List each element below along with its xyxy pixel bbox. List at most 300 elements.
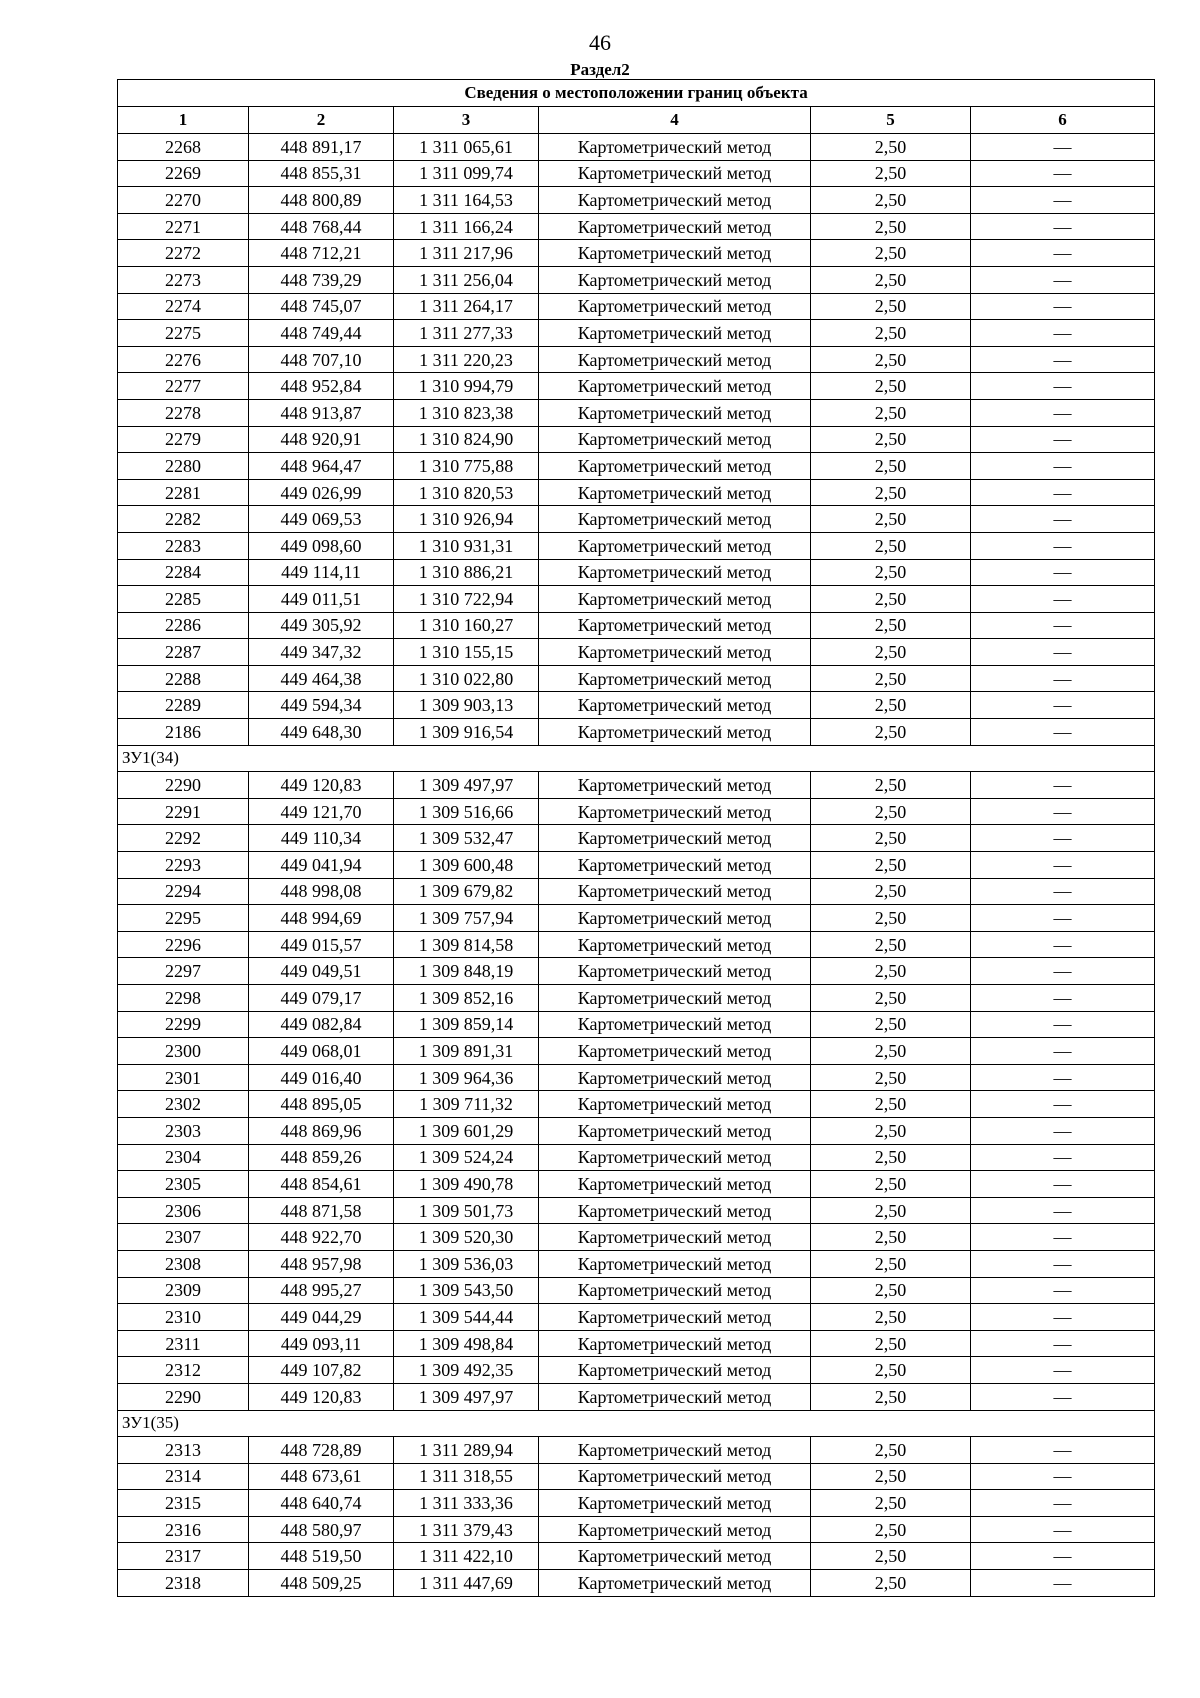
accuracy-cell: 2,50 bbox=[811, 1304, 971, 1331]
column-numbers-row bbox=[118, 107, 1155, 134]
point-number-cell: 2270 bbox=[118, 187, 249, 214]
description-cell: — bbox=[971, 293, 1155, 320]
accuracy-cell: 2,50 bbox=[811, 532, 971, 559]
method-cell: Картометрический метод bbox=[539, 665, 811, 692]
description-cell: — bbox=[971, 240, 1155, 267]
y-coordinate-cell: 1 311 256,04 bbox=[394, 266, 539, 293]
table-row bbox=[118, 798, 1155, 825]
method-cell: Картометрический метод bbox=[539, 213, 811, 240]
y-coordinate-cell: 1 309 852,16 bbox=[394, 985, 539, 1012]
method-cell: Картометрический метод bbox=[539, 346, 811, 373]
method-cell: Картометрический метод bbox=[539, 1171, 811, 1198]
x-coordinate-cell: 449 120,83 bbox=[249, 1383, 394, 1410]
y-coordinate-cell: 1 311 379,43 bbox=[394, 1516, 539, 1543]
method-cell: Картометрический метод bbox=[539, 878, 811, 905]
table-row bbox=[118, 1516, 1155, 1543]
y-coordinate-cell: 1 310 775,88 bbox=[394, 453, 539, 480]
y-coordinate-cell: 1 310 022,80 bbox=[394, 665, 539, 692]
method-cell: Картометрический метод bbox=[539, 586, 811, 613]
column-number: 3 bbox=[394, 107, 539, 134]
accuracy-cell: 2,50 bbox=[811, 187, 971, 214]
description-cell: — bbox=[971, 825, 1155, 852]
accuracy-cell: 2,50 bbox=[811, 1437, 971, 1464]
point-number-cell: 2289 bbox=[118, 692, 249, 719]
method-cell: Картометрический метод bbox=[539, 453, 811, 480]
x-coordinate-cell: 448 749,44 bbox=[249, 320, 394, 347]
accuracy-cell: 2,50 bbox=[811, 1197, 971, 1224]
x-coordinate-cell: 448 768,44 bbox=[249, 213, 394, 240]
y-coordinate-cell: 1 311 099,74 bbox=[394, 160, 539, 187]
method-cell: Картометрический метод bbox=[539, 1117, 811, 1144]
description-cell: — bbox=[971, 160, 1155, 187]
point-number-cell: 2306 bbox=[118, 1197, 249, 1224]
description-cell: — bbox=[971, 1490, 1155, 1517]
point-number-cell: 2316 bbox=[118, 1516, 249, 1543]
y-coordinate-cell: 1 310 926,94 bbox=[394, 506, 539, 533]
point-number-cell: 2308 bbox=[118, 1250, 249, 1277]
y-coordinate-cell: 1 309 544,44 bbox=[394, 1304, 539, 1331]
description-cell: — bbox=[971, 1437, 1155, 1464]
table-row bbox=[118, 1437, 1155, 1464]
point-number-cell: 2310 bbox=[118, 1304, 249, 1331]
table-row bbox=[118, 1038, 1155, 1065]
y-coordinate-cell: 1 310 155,15 bbox=[394, 639, 539, 666]
description-cell: — bbox=[971, 1144, 1155, 1171]
table-row bbox=[118, 320, 1155, 347]
x-coordinate-cell: 448 920,91 bbox=[249, 426, 394, 453]
point-number-cell: 2317 bbox=[118, 1543, 249, 1570]
x-coordinate-cell: 449 079,17 bbox=[249, 985, 394, 1012]
page-number: 46 bbox=[589, 30, 611, 55]
accuracy-cell: 2,50 bbox=[811, 213, 971, 240]
method-cell: Картометрический метод bbox=[539, 719, 811, 746]
accuracy-cell: 2,50 bbox=[811, 373, 971, 400]
method-cell: Картометрический метод bbox=[539, 399, 811, 426]
point-number-cell: 2290 bbox=[118, 1383, 249, 1410]
column-number: 4 bbox=[539, 107, 811, 134]
x-coordinate-cell: 449 015,57 bbox=[249, 931, 394, 958]
description-cell: — bbox=[971, 1516, 1155, 1543]
point-number-cell: 2286 bbox=[118, 612, 249, 639]
point-number-cell: 2282 bbox=[118, 506, 249, 533]
accuracy-cell: 2,50 bbox=[811, 878, 971, 905]
method-cell: Картометрический метод bbox=[539, 612, 811, 639]
x-coordinate-cell: 449 648,30 bbox=[249, 719, 394, 746]
point-number-cell: 2275 bbox=[118, 320, 249, 347]
description-cell: — bbox=[971, 1171, 1155, 1198]
accuracy-cell: 2,50 bbox=[811, 293, 971, 320]
method-cell: Картометрический метод bbox=[539, 931, 811, 958]
table-row bbox=[118, 825, 1155, 852]
table-row bbox=[118, 1171, 1155, 1198]
point-number-cell: 2299 bbox=[118, 1011, 249, 1038]
method-cell: Картометрический метод bbox=[539, 1490, 811, 1517]
description-cell: — bbox=[971, 1011, 1155, 1038]
x-coordinate-cell: 448 922,70 bbox=[249, 1224, 394, 1251]
method-cell: Картометрический метод bbox=[539, 1250, 811, 1277]
description-cell: — bbox=[971, 1038, 1155, 1065]
method-cell: Картометрический метод bbox=[539, 1277, 811, 1304]
x-coordinate-cell: 448 673,61 bbox=[249, 1463, 394, 1490]
method-cell: Картометрический метод bbox=[539, 1224, 811, 1251]
table-row bbox=[118, 213, 1155, 240]
y-coordinate-cell: 1 311 166,24 bbox=[394, 213, 539, 240]
x-coordinate-cell: 448 800,89 bbox=[249, 187, 394, 214]
point-number-cell: 2290 bbox=[118, 772, 249, 799]
table-row bbox=[118, 559, 1155, 586]
table-row bbox=[118, 532, 1155, 559]
x-coordinate-cell: 448 728,89 bbox=[249, 1437, 394, 1464]
accuracy-cell: 2,50 bbox=[811, 1490, 971, 1517]
accuracy-cell: 2,50 bbox=[811, 1357, 971, 1384]
description-cell: — bbox=[971, 1383, 1155, 1410]
x-coordinate-cell: 448 509,25 bbox=[249, 1570, 394, 1597]
method-cell: Картометрический метод bbox=[539, 985, 811, 1012]
accuracy-cell: 2,50 bbox=[811, 399, 971, 426]
table-row bbox=[118, 1224, 1155, 1251]
x-coordinate-cell: 449 049,51 bbox=[249, 958, 394, 985]
y-coordinate-cell: 1 311 264,17 bbox=[394, 293, 539, 320]
point-number-cell: 2268 bbox=[118, 134, 249, 161]
table-row bbox=[118, 931, 1155, 958]
point-number-cell: 2295 bbox=[118, 905, 249, 932]
y-coordinate-cell: 1 309 543,50 bbox=[394, 1277, 539, 1304]
accuracy-cell: 2,50 bbox=[811, 852, 971, 879]
method-cell: Картометрический метод bbox=[539, 1038, 811, 1065]
description-cell: — bbox=[971, 266, 1155, 293]
method-cell: Картометрический метод bbox=[539, 1144, 811, 1171]
accuracy-cell: 2,50 bbox=[811, 719, 971, 746]
y-coordinate-cell: 1 311 447,69 bbox=[394, 1570, 539, 1597]
description-cell: — bbox=[971, 1117, 1155, 1144]
x-coordinate-cell: 448 859,26 bbox=[249, 1144, 394, 1171]
description-cell: — bbox=[971, 479, 1155, 506]
point-number-cell: 2280 bbox=[118, 453, 249, 480]
description-cell: — bbox=[971, 1304, 1155, 1331]
y-coordinate-cell: 1 309 859,14 bbox=[394, 1011, 539, 1038]
description-cell: — bbox=[971, 187, 1155, 214]
x-coordinate-cell: 448 640,74 bbox=[249, 1490, 394, 1517]
point-number-cell: 2271 bbox=[118, 213, 249, 240]
method-cell: Картометрический метод bbox=[539, 639, 811, 666]
table-row bbox=[118, 958, 1155, 985]
point-number-cell: 2285 bbox=[118, 586, 249, 613]
description-cell: — bbox=[971, 346, 1155, 373]
description-cell: — bbox=[971, 1277, 1155, 1304]
table-row bbox=[118, 1277, 1155, 1304]
method-cell: Картометрический метод bbox=[539, 266, 811, 293]
x-coordinate-cell: 449 082,84 bbox=[249, 1011, 394, 1038]
method-cell: Картометрический метод bbox=[539, 559, 811, 586]
x-coordinate-cell: 449 044,29 bbox=[249, 1304, 394, 1331]
method-cell: Картометрический метод bbox=[539, 1463, 811, 1490]
accuracy-cell: 2,50 bbox=[811, 1383, 971, 1410]
point-number-cell: 2303 bbox=[118, 1117, 249, 1144]
accuracy-cell: 2,50 bbox=[811, 1330, 971, 1357]
y-coordinate-cell: 1 309 757,94 bbox=[394, 905, 539, 932]
table-row bbox=[118, 1463, 1155, 1490]
point-number-cell: 2273 bbox=[118, 266, 249, 293]
table-row bbox=[118, 1357, 1155, 1384]
x-coordinate-cell: 449 107,82 bbox=[249, 1357, 394, 1384]
accuracy-cell: 2,50 bbox=[811, 240, 971, 267]
point-number-cell: 2318 bbox=[118, 1570, 249, 1597]
x-coordinate-cell: 448 739,29 bbox=[249, 266, 394, 293]
x-coordinate-cell: 449 121,70 bbox=[249, 798, 394, 825]
x-coordinate-cell: 448 519,50 bbox=[249, 1543, 394, 1570]
description-cell: — bbox=[971, 719, 1155, 746]
accuracy-cell: 2,50 bbox=[811, 320, 971, 347]
section-title: Раздел2 bbox=[570, 60, 630, 79]
method-cell: Картометрический метод bbox=[539, 825, 811, 852]
y-coordinate-cell: 1 309 520,30 bbox=[394, 1224, 539, 1251]
accuracy-cell: 2,50 bbox=[811, 958, 971, 985]
y-coordinate-cell: 1 309 903,13 bbox=[394, 692, 539, 719]
point-number-cell: 2307 bbox=[118, 1224, 249, 1251]
method-cell: Картометрический метод bbox=[539, 532, 811, 559]
accuracy-cell: 2,50 bbox=[811, 346, 971, 373]
method-cell: Картометрический метод bbox=[539, 852, 811, 879]
x-coordinate-cell: 449 098,60 bbox=[249, 532, 394, 559]
point-number-cell: 2274 bbox=[118, 293, 249, 320]
table-row bbox=[118, 985, 1155, 1012]
x-coordinate-cell: 449 464,38 bbox=[249, 665, 394, 692]
y-coordinate-cell: 1 310 823,38 bbox=[394, 399, 539, 426]
y-coordinate-cell: 1 309 964,36 bbox=[394, 1064, 539, 1091]
method-cell: Картометрический метод bbox=[539, 1197, 811, 1224]
table-row bbox=[118, 692, 1155, 719]
accuracy-cell: 2,50 bbox=[811, 586, 971, 613]
description-cell: — bbox=[971, 373, 1155, 400]
method-cell: Картометрический метод bbox=[539, 958, 811, 985]
description-cell: — bbox=[971, 798, 1155, 825]
table-row bbox=[118, 479, 1155, 506]
method-cell: Картометрический метод bbox=[539, 1543, 811, 1570]
x-coordinate-cell: 448 895,05 bbox=[249, 1091, 394, 1118]
table-row bbox=[118, 1011, 1155, 1038]
y-coordinate-cell: 1 309 524,24 bbox=[394, 1144, 539, 1171]
y-coordinate-cell: 1 309 498,84 bbox=[394, 1330, 539, 1357]
table-row bbox=[118, 373, 1155, 400]
y-coordinate-cell: 1 310 722,94 bbox=[394, 586, 539, 613]
y-coordinate-cell: 1 311 164,53 bbox=[394, 187, 539, 214]
method-cell: Картометрический метод bbox=[539, 1570, 811, 1597]
y-coordinate-cell: 1 310 886,21 bbox=[394, 559, 539, 586]
description-cell: — bbox=[971, 559, 1155, 586]
table-caption-row bbox=[118, 80, 1155, 107]
y-coordinate-cell: 1 309 516,66 bbox=[394, 798, 539, 825]
description-cell: — bbox=[971, 532, 1155, 559]
accuracy-cell: 2,50 bbox=[811, 825, 971, 852]
point-number-cell: 2283 bbox=[118, 532, 249, 559]
table-row bbox=[118, 240, 1155, 267]
y-coordinate-cell: 1 309 536,03 bbox=[394, 1250, 539, 1277]
accuracy-cell: 2,50 bbox=[811, 1144, 971, 1171]
accuracy-cell: 2,50 bbox=[811, 1543, 971, 1570]
x-coordinate-cell: 448 913,87 bbox=[249, 399, 394, 426]
point-number-cell: 2311 bbox=[118, 1330, 249, 1357]
x-coordinate-cell: 448 871,58 bbox=[249, 1197, 394, 1224]
method-cell: Картометрический метод bbox=[539, 160, 811, 187]
description-cell: — bbox=[971, 399, 1155, 426]
x-coordinate-cell: 448 891,17 bbox=[249, 134, 394, 161]
description-cell: — bbox=[971, 1091, 1155, 1118]
column-number: 6 bbox=[971, 107, 1155, 134]
y-coordinate-cell: 1 311 289,94 bbox=[394, 1437, 539, 1464]
table-caption: Сведения о местоположении границ объекта bbox=[118, 80, 1155, 107]
accuracy-cell: 2,50 bbox=[811, 479, 971, 506]
y-coordinate-cell: 1 310 160,27 bbox=[394, 612, 539, 639]
point-number-cell: 2294 bbox=[118, 878, 249, 905]
y-coordinate-cell: 1 311 318,55 bbox=[394, 1463, 539, 1490]
method-cell: Картометрический метод bbox=[539, 320, 811, 347]
x-coordinate-cell: 448 854,61 bbox=[249, 1171, 394, 1198]
description-cell: — bbox=[971, 692, 1155, 719]
y-coordinate-cell: 1 311 217,96 bbox=[394, 240, 539, 267]
table-row bbox=[118, 1064, 1155, 1091]
point-number-cell: 2288 bbox=[118, 665, 249, 692]
method-cell: Картометрический метод bbox=[539, 692, 811, 719]
point-number-cell: 2305 bbox=[118, 1171, 249, 1198]
x-coordinate-cell: 448 745,07 bbox=[249, 293, 394, 320]
description-cell: — bbox=[971, 665, 1155, 692]
x-coordinate-cell: 448 707,10 bbox=[249, 346, 394, 373]
description-cell: — bbox=[971, 506, 1155, 533]
accuracy-cell: 2,50 bbox=[811, 134, 971, 161]
description-cell: — bbox=[971, 958, 1155, 985]
x-coordinate-cell: 448 998,08 bbox=[249, 878, 394, 905]
method-cell: Картометрический метод bbox=[539, 1091, 811, 1118]
y-coordinate-cell: 1 311 333,36 bbox=[394, 1490, 539, 1517]
method-cell: Картометрический метод bbox=[539, 1330, 811, 1357]
description-cell: — bbox=[971, 453, 1155, 480]
point-number-cell: 2291 bbox=[118, 798, 249, 825]
description-cell: — bbox=[971, 586, 1155, 613]
table-row bbox=[118, 187, 1155, 214]
table-row bbox=[118, 612, 1155, 639]
table-row bbox=[118, 719, 1155, 746]
description-cell: — bbox=[971, 1224, 1155, 1251]
y-coordinate-cell: 1 310 820,53 bbox=[394, 479, 539, 506]
table-row bbox=[118, 266, 1155, 293]
point-number-cell: 2315 bbox=[118, 1490, 249, 1517]
point-number-cell: 2309 bbox=[118, 1277, 249, 1304]
accuracy-cell: 2,50 bbox=[811, 1250, 971, 1277]
x-coordinate-cell: 449 114,11 bbox=[249, 559, 394, 586]
x-coordinate-cell: 449 347,32 bbox=[249, 639, 394, 666]
point-number-cell: 2300 bbox=[118, 1038, 249, 1065]
y-coordinate-cell: 1 309 600,48 bbox=[394, 852, 539, 879]
table-row bbox=[118, 1543, 1155, 1570]
description-cell: — bbox=[971, 1250, 1155, 1277]
boundary-coordinates-table bbox=[117, 79, 1155, 1597]
y-coordinate-cell: 1 309 916,54 bbox=[394, 719, 539, 746]
table-row bbox=[118, 1117, 1155, 1144]
point-number-cell: 2292 bbox=[118, 825, 249, 852]
description-cell: — bbox=[971, 1330, 1155, 1357]
table-row bbox=[118, 852, 1155, 879]
method-cell: Картометрический метод bbox=[539, 1357, 811, 1384]
table-row bbox=[118, 426, 1155, 453]
accuracy-cell: 2,50 bbox=[811, 931, 971, 958]
accuracy-cell: 2,50 bbox=[811, 1117, 971, 1144]
table-row bbox=[118, 772, 1155, 799]
method-cell: Картометрический метод bbox=[539, 1516, 811, 1543]
accuracy-cell: 2,50 bbox=[811, 1516, 971, 1543]
method-cell: Картометрический метод bbox=[539, 134, 811, 161]
x-coordinate-cell: 448 580,97 bbox=[249, 1516, 394, 1543]
x-coordinate-cell: 449 120,83 bbox=[249, 772, 394, 799]
point-number-cell: 2313 bbox=[118, 1437, 249, 1464]
method-cell: Картометрический метод bbox=[539, 772, 811, 799]
y-coordinate-cell: 1 309 497,97 bbox=[394, 772, 539, 799]
accuracy-cell: 2,50 bbox=[811, 559, 971, 586]
accuracy-cell: 2,50 bbox=[811, 1224, 971, 1251]
x-coordinate-cell: 448 964,47 bbox=[249, 453, 394, 480]
accuracy-cell: 2,50 bbox=[811, 612, 971, 639]
table-row bbox=[118, 506, 1155, 533]
point-number-cell: 2276 bbox=[118, 346, 249, 373]
accuracy-cell: 2,50 bbox=[811, 985, 971, 1012]
point-number-cell: 2297 bbox=[118, 958, 249, 985]
description-cell: — bbox=[971, 1064, 1155, 1091]
description-cell: — bbox=[971, 320, 1155, 347]
accuracy-cell: 2,50 bbox=[811, 453, 971, 480]
table-row bbox=[118, 1091, 1155, 1118]
description-cell: — bbox=[971, 1570, 1155, 1597]
table-row bbox=[118, 639, 1155, 666]
method-cell: Картометрический метод bbox=[539, 506, 811, 533]
table-row bbox=[118, 399, 1155, 426]
y-coordinate-cell: 1 309 601,29 bbox=[394, 1117, 539, 1144]
point-number-cell: 2314 bbox=[118, 1463, 249, 1490]
y-coordinate-cell: 1 309 711,32 bbox=[394, 1091, 539, 1118]
accuracy-cell: 2,50 bbox=[811, 1038, 971, 1065]
accuracy-cell: 2,50 bbox=[811, 426, 971, 453]
x-coordinate-cell: 449 011,51 bbox=[249, 586, 394, 613]
method-cell: Картометрический метод bbox=[539, 240, 811, 267]
description-cell: — bbox=[971, 878, 1155, 905]
description-cell: — bbox=[971, 134, 1155, 161]
method-cell: Картометрический метод bbox=[539, 479, 811, 506]
table-row bbox=[118, 1304, 1155, 1331]
method-cell: Картометрический метод bbox=[539, 1437, 811, 1464]
table-row bbox=[118, 453, 1155, 480]
description-cell: — bbox=[971, 426, 1155, 453]
table-row bbox=[118, 878, 1155, 905]
y-coordinate-cell: 1 309 497,97 bbox=[394, 1383, 539, 1410]
y-coordinate-cell: 1 309 848,19 bbox=[394, 958, 539, 985]
y-coordinate-cell: 1 309 891,31 bbox=[394, 1038, 539, 1065]
x-coordinate-cell: 449 093,11 bbox=[249, 1330, 394, 1357]
accuracy-cell: 2,50 bbox=[811, 1570, 971, 1597]
x-coordinate-cell: 449 069,53 bbox=[249, 506, 394, 533]
column-number: 5 bbox=[811, 107, 971, 134]
table-row bbox=[118, 586, 1155, 613]
description-cell: — bbox=[971, 1197, 1155, 1224]
accuracy-cell: 2,50 bbox=[811, 1011, 971, 1038]
point-number-cell: 2278 bbox=[118, 399, 249, 426]
table-row bbox=[118, 160, 1155, 187]
table-row bbox=[118, 1250, 1155, 1277]
column-number: 1 bbox=[118, 107, 249, 134]
x-coordinate-cell: 449 305,92 bbox=[249, 612, 394, 639]
method-cell: Картометрический метод bbox=[539, 293, 811, 320]
x-coordinate-cell: 448 994,69 bbox=[249, 905, 394, 932]
table-row bbox=[118, 1490, 1155, 1517]
x-coordinate-cell: 449 068,01 bbox=[249, 1038, 394, 1065]
point-number-cell: 2293 bbox=[118, 852, 249, 879]
